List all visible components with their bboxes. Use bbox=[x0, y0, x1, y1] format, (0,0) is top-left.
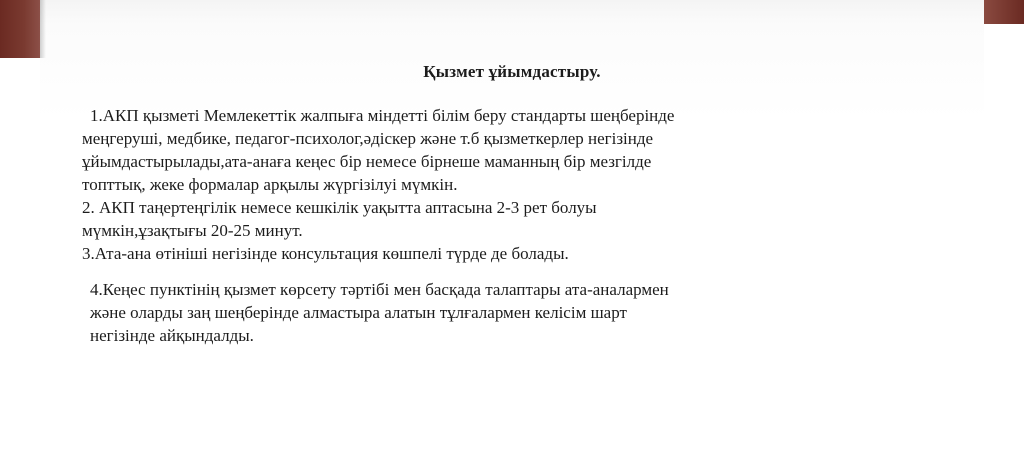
paragraph-4-line-1: 4.Кеңес пунктінің қызмет көрсету тәртібі мен басқада талаптары ата-аналармен bbox=[90, 280, 669, 299]
paragraph-3 bbox=[82, 242, 902, 265]
paragraph-3-line-1: 3.Ата-ана өтініші негізінде консультация көшпелі түрде де болады. bbox=[82, 244, 569, 263]
paragraph-1-line-4: топттық, жеке формалар арқылы жүргізілуі мүмкін. bbox=[82, 175, 458, 194]
background-surface-right bbox=[984, 0, 1024, 24]
sheet-edge-shadow bbox=[40, 0, 46, 58]
paragraph-1 bbox=[82, 104, 902, 196]
paragraph-2 bbox=[82, 196, 902, 242]
paragraph-4 bbox=[82, 278, 902, 347]
paragraph-spacer bbox=[82, 265, 902, 278]
paragraph-4-line-2: және оларды заң шеңберінде алмастыра алатын тұлғалармен келісім шарт bbox=[90, 303, 627, 322]
paragraph-2-line-2: мүмкін,ұзақтығы 20-25 минут. bbox=[82, 221, 303, 240]
document-body bbox=[82, 104, 902, 347]
paragraph-4-line-3: негізінде айқындалды. bbox=[90, 326, 254, 345]
document-title bbox=[0, 62, 1024, 82]
paragraph-1-line-1: 1.АКП қызметі Мемлекеттік жалпыға міндетті білім беру стандарты шеңберінде bbox=[90, 106, 675, 125]
paragraph-2-line-1: 2. АКП таңертеңгілік немесе кешкілік уақытта аптасына 2-3 рет болуы bbox=[82, 198, 597, 217]
background-surface-left bbox=[0, 0, 40, 58]
document-title-text: Қызмет ұйымдастыру. bbox=[423, 62, 601, 81]
paragraph-1-line-2: меңгеруші, медбике, педагог-психолог,әдіскер және т.б қызметкерлер негізінде bbox=[82, 129, 654, 148]
paragraph-1-line-3: ұйымдастырылады,ата-анаға кеңес бір немесе бірнеше маманның бір мезгілде bbox=[82, 152, 652, 171]
